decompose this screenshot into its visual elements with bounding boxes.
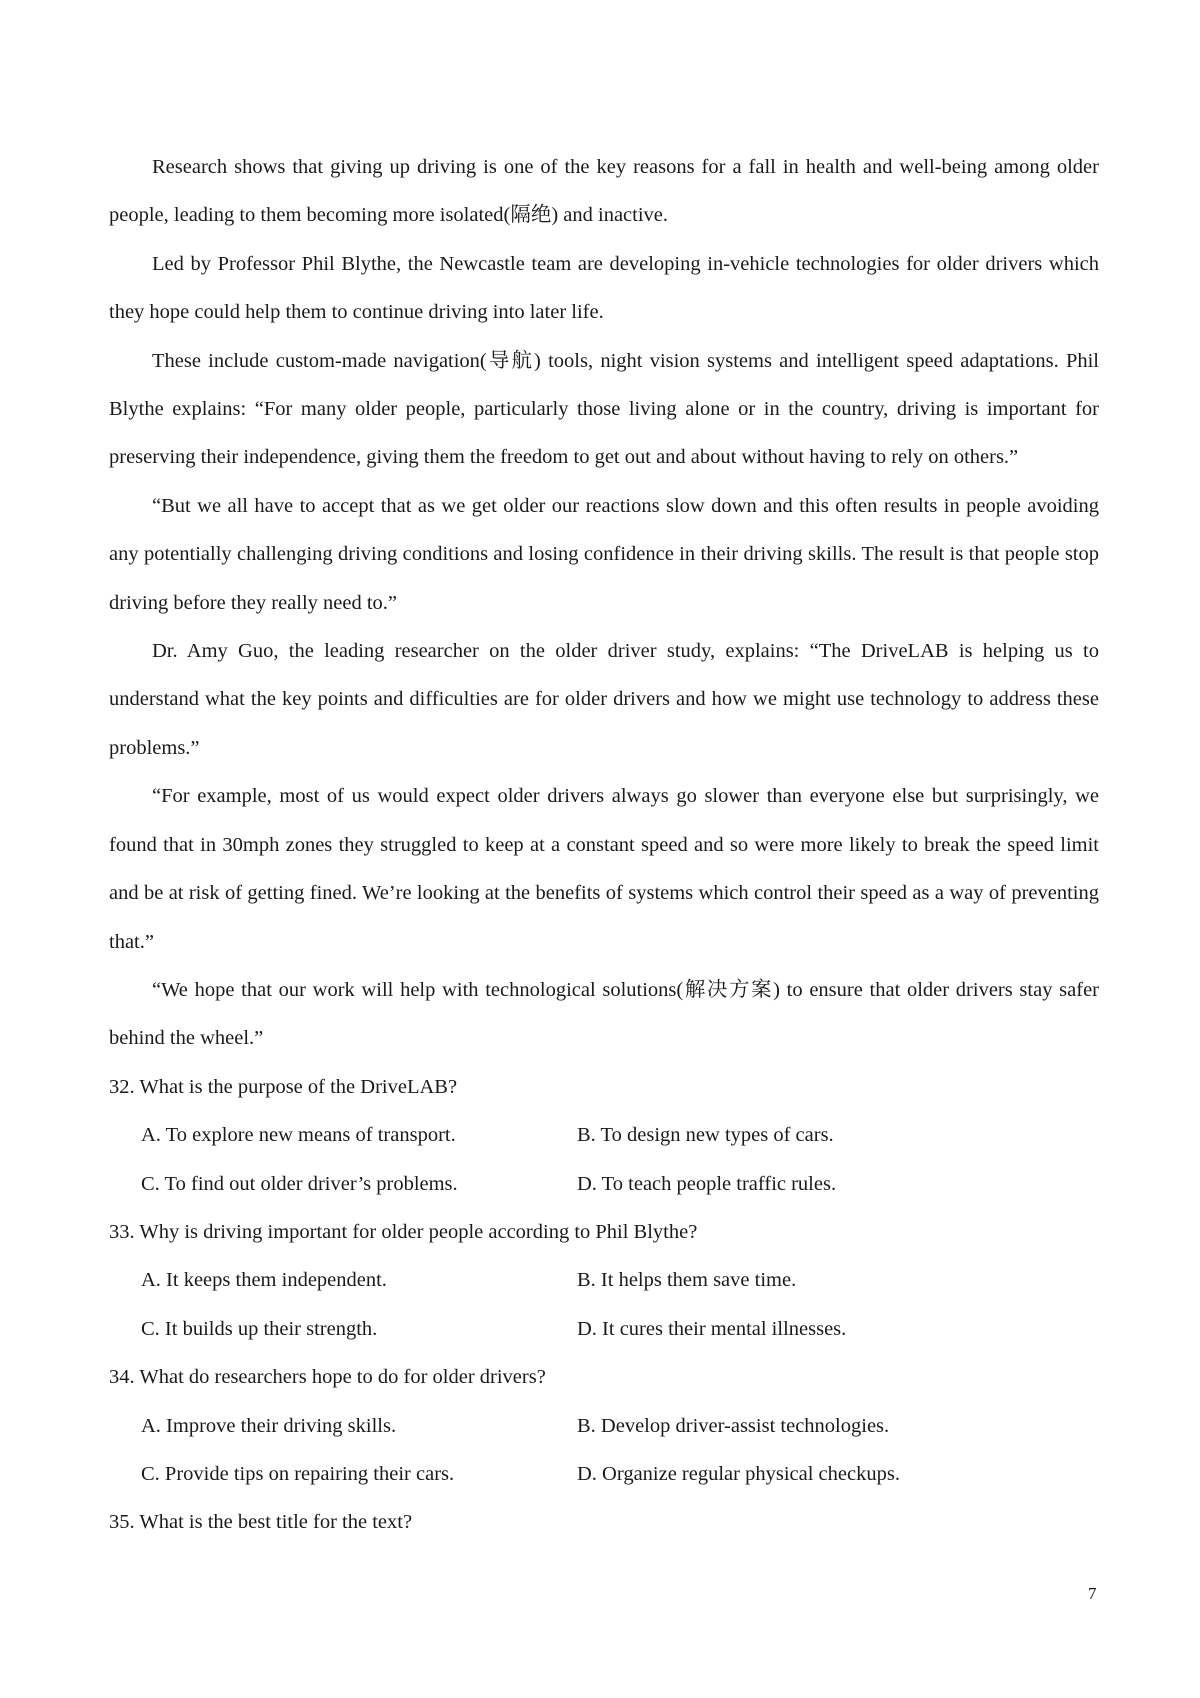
question-33 (109, 1208, 1099, 1353)
question-35 (109, 1498, 1099, 1546)
option-d: D. Organize regular physical checkups. (577, 1462, 900, 1485)
question-32 (109, 1063, 1099, 1208)
paragraph: Dr. Amy Guo, the leading researcher on the older driver study, explains: “The DriveLAB is helping us to understand what the key points and difficulties are for older drivers and how we might use technology to address these problems.” (109, 640, 1099, 759)
option-c: C. It builds up their strength. (141, 1317, 378, 1340)
paragraph: These include custom-made navigation(导航) tools, night vision systems and intelligent speed adaptations. Phil Blythe explains: “For many older people, particularly those living alone or in the country, driving is important for preserving their independence, giving them the freedom to get out and about without having to rely on others.” (109, 349, 1099, 469)
option-d: D. To teach people traffic rules. (577, 1172, 837, 1195)
paragraph: Research shows that giving up driving is one of the key reasons for a fall in health and well-being among older people, leading to them becoming more isolated(隔绝) and inactive. (109, 156, 1099, 227)
option-b: B. Develop driver-assist technologies. (577, 1414, 890, 1437)
question-prompt: 34. What do researchers hope to do for older drivers? (109, 1366, 546, 1389)
option-b: B. It helps them save time. (577, 1269, 797, 1292)
paragraph: “We hope that our work will help with technological solutions(解决方案) to ensure that older drivers stay safer behind the wheel.” (109, 978, 1099, 1050)
option-a: A. It keeps them independent. (141, 1269, 387, 1292)
option-b: B. To design new types of cars. (577, 1124, 834, 1147)
paragraph: “But we all have to accept that as we get older our reactions slow down and this often results in people avoiding any potentially challenging driving conditions and losing confidence in their driving skills. The result is that people stop driving before they really need to.” (109, 494, 1099, 614)
option-c: C. Provide tips on repairing their cars. (141, 1462, 455, 1485)
answer-options (109, 1402, 1099, 1499)
option-d: D. It cures their mental illnesses. (577, 1317, 847, 1340)
option-c: C. To find out older driver’s problems. (141, 1172, 458, 1195)
page-number: 7 (1088, 1584, 1097, 1603)
question-prompt: 32. What is the purpose of the DriveLAB? (109, 1075, 458, 1098)
question-prompt: 33. Why is driving important for older people according to Phil Blythe? (109, 1220, 698, 1243)
question-34 (109, 1353, 1099, 1498)
answer-options (109, 1256, 1099, 1353)
passage (109, 143, 1099, 1063)
document-page (109, 143, 1099, 1547)
option-a: A. Improve their driving skills. (141, 1414, 397, 1437)
option-a: A. To explore new means of transport. (141, 1124, 456, 1147)
answer-options (109, 1111, 1099, 1208)
paragraph: “For example, most of us would expect older drivers always go slower than everyone else but surprisingly, we found that in 30mph zones they struggled to keep at a constant speed and so were more likely to break the speed limit and be at risk of getting fined. We’re looking at the benefits of systems which control their speed as a way of preventing that.” (109, 785, 1099, 953)
question-prompt: 35. What is the best title for the text? (109, 1511, 413, 1534)
paragraph: Led by Professor Phil Blythe, the Newcastle team are developing in-vehicle technologies for older drivers which they hope could help them to continue driving into later life. (109, 252, 1099, 324)
